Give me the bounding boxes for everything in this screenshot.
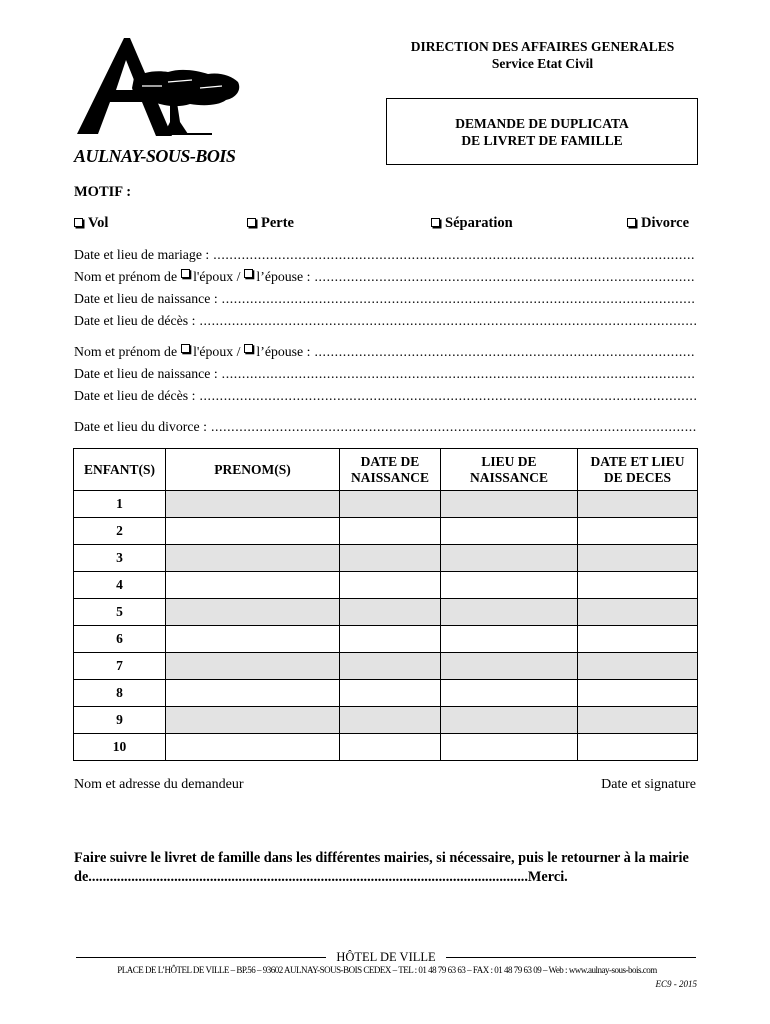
signature-label: Date et signature (601, 777, 696, 792)
field-label: Date et lieu de naissance : (74, 366, 218, 381)
deces-cell[interactable] (578, 707, 698, 734)
field-naissance-2[interactable] (74, 366, 696, 382)
col-enfants: ENFANT(S) (74, 449, 166, 491)
col-lieu-naissance: LIEU DE NAISSANCE (441, 449, 578, 491)
footer-address: PLACE DE L’HÔTEL DE VILLE – BP.56 – 93602 AULNAY-SOUS-BOIS CEDEX – TEL : 01 48 79 63 63 – FAX : 01 48 79 63 09 – Web : www.aulnay-sous-bois.com (117, 965, 657, 975)
field-label: l’épouse : (256, 344, 311, 359)
table-row (74, 734, 698, 761)
deces-cell[interactable] (578, 734, 698, 761)
field-label: Date et lieu du divorce : (74, 419, 207, 434)
field-label: l'époux / (193, 344, 241, 359)
footer-title (76, 950, 696, 965)
field-label: Date et lieu de décès : (74, 388, 196, 403)
lieu-naissance-cell[interactable] (441, 626, 578, 653)
row-number: 10 (74, 734, 166, 761)
table-header-row (74, 449, 698, 491)
field-deces-1[interactable] (74, 313, 696, 329)
deces-cell[interactable] (578, 653, 698, 680)
row-number: 9 (74, 707, 166, 734)
col-prenoms: PRENOM(S) (166, 449, 340, 491)
lieu-naissance-cell[interactable] (441, 707, 578, 734)
header-block (385, 38, 700, 72)
tree-icon (77, 38, 239, 136)
deces-cell[interactable] (578, 680, 698, 707)
date-naissance-cell[interactable] (340, 518, 441, 545)
logo-text: AULNAY-SOUS-BOIS (74, 146, 236, 166)
option-label: Perte (261, 215, 294, 231)
date-naissance-cell[interactable] (340, 734, 441, 761)
lieu-naissance-cell[interactable] (441, 680, 578, 707)
motif-label: MOTIF : (74, 184, 132, 200)
checkbox-icon[interactable] (431, 218, 440, 227)
table-row (74, 626, 698, 653)
option-separation[interactable] (431, 215, 513, 232)
option-label: Vol (88, 215, 109, 231)
checkbox-icon[interactable] (74, 218, 83, 227)
checkbox-icon[interactable] (181, 269, 190, 278)
table-row (74, 518, 698, 545)
row-number: 2 (74, 518, 166, 545)
option-divorce[interactable] (627, 215, 689, 232)
date-naissance-cell[interactable] (340, 572, 441, 599)
table-row (74, 572, 698, 599)
form-title-line1: DEMANDE DE DUPLICATA (455, 115, 629, 131)
row-number: 4 (74, 572, 166, 599)
field-label: Date et lieu de décès : (74, 313, 196, 328)
table-row (74, 653, 698, 680)
lieu-naissance-cell[interactable] (441, 734, 578, 761)
row-number: 3 (74, 545, 166, 572)
option-label: Séparation (445, 215, 513, 231)
field-mariage[interactable] (74, 247, 696, 263)
form-reference: EC9 - 2015 (655, 979, 697, 989)
checkbox-icon[interactable] (247, 218, 256, 227)
prenom-cell[interactable] (166, 518, 340, 545)
deces-cell[interactable] (578, 491, 698, 518)
city-logo (72, 36, 244, 168)
lieu-naissance-cell[interactable] (441, 599, 578, 626)
date-naissance-cell[interactable] (340, 599, 441, 626)
option-vol[interactable] (74, 215, 108, 232)
form-title-box (386, 98, 698, 165)
prenom-cell[interactable] (166, 626, 340, 653)
field-label: l’épouse : (256, 269, 311, 284)
date-naissance-cell[interactable] (340, 653, 441, 680)
row-number: 8 (74, 680, 166, 707)
date-naissance-cell[interactable] (340, 545, 441, 572)
prenom-cell[interactable] (166, 545, 340, 572)
checkbox-icon[interactable] (181, 344, 190, 353)
row-number: 5 (74, 599, 166, 626)
prenom-cell[interactable] (166, 491, 340, 518)
demandeur-label: Nom et adresse du demandeur (74, 777, 244, 792)
prenom-cell[interactable] (166, 680, 340, 707)
checkbox-icon[interactable] (244, 269, 253, 278)
deces-cell[interactable] (578, 518, 698, 545)
date-naissance-cell[interactable] (340, 626, 441, 653)
lieu-naissance-cell[interactable] (441, 545, 578, 572)
row-number: 1 (74, 491, 166, 518)
field-label: l'époux / (193, 269, 241, 284)
table-row (74, 545, 698, 572)
field-label: Date et lieu de mariage : (74, 247, 210, 262)
table-row (74, 491, 698, 518)
direction-title: DIRECTION DES AFFAIRES GENERALES (410, 39, 675, 54)
table-row (74, 599, 698, 626)
table-row (74, 680, 698, 707)
checkbox-icon[interactable] (244, 344, 253, 353)
field-nom-1[interactable] (74, 269, 696, 285)
date-naissance-cell[interactable] (340, 491, 441, 518)
lieu-naissance-cell[interactable] (441, 491, 578, 518)
field-deces-2[interactable] (74, 388, 696, 404)
col-deces: DATE ET LIEU DE DECES (578, 449, 698, 491)
field-naissance-1[interactable] (74, 291, 696, 307)
field-divorce[interactable] (74, 419, 696, 435)
row-number: 7 (74, 653, 166, 680)
deces-cell[interactable] (578, 545, 698, 572)
row-number: 6 (74, 626, 166, 653)
service-title: Service Etat Civil (491, 56, 594, 71)
prenom-cell[interactable] (166, 599, 340, 626)
deces-cell[interactable] (578, 599, 698, 626)
option-label: Divorce (641, 215, 690, 231)
field-label: Nom et prénom de (74, 344, 178, 359)
prenom-cell[interactable] (166, 734, 340, 761)
date-naissance-cell[interactable] (340, 680, 441, 707)
children-table (73, 448, 698, 761)
date-naissance-cell[interactable] (340, 707, 441, 734)
prenom-cell[interactable] (166, 707, 340, 734)
lieu-naissance-cell[interactable] (441, 572, 578, 599)
form-title-line2: DE LIVRET DE FAMILLE (461, 132, 623, 148)
field-label: Nom et prénom de (74, 269, 178, 284)
table-row (74, 707, 698, 734)
field-nom-2[interactable] (74, 344, 696, 360)
col-date-naissance: DATE DE NAISSANCE (340, 449, 441, 491)
hotel-de-ville-label: HÔTEL DE VILLE (336, 950, 436, 964)
prenom-cell[interactable] (166, 653, 340, 680)
lieu-naissance-cell[interactable] (441, 653, 578, 680)
field-label: Date et lieu de naissance : (74, 291, 218, 306)
deces-cell[interactable] (578, 572, 698, 599)
lieu-naissance-cell[interactable] (441, 518, 578, 545)
instruction-note: Faire suivre le livret de famille dans les différentes mairies, si nécessaire, puis le retourner à la mairie de...........................................................................................................................Merci. (74, 850, 689, 885)
deces-cell[interactable] (578, 626, 698, 653)
prenom-cell[interactable] (166, 572, 340, 599)
option-perte[interactable] (247, 215, 294, 232)
checkbox-icon[interactable] (627, 218, 636, 227)
